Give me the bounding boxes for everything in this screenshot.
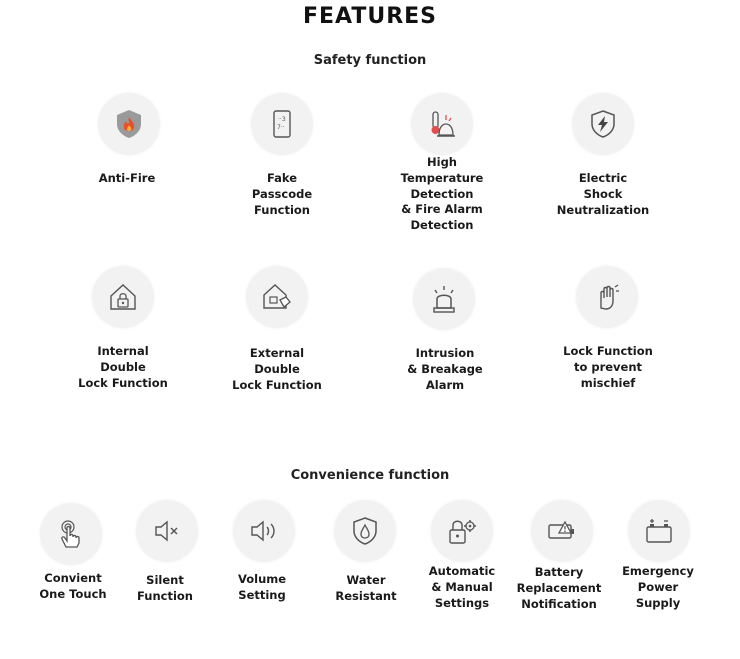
shield-fire-icon — [98, 93, 160, 155]
safety-section-heading: Safety function — [313, 53, 427, 68]
external-double-lock-label: External Double Lock Function — [232, 346, 322, 392]
battery-terminal-icon — [628, 500, 690, 562]
fake-passcode-label: Fake Passcode Function — [251, 171, 313, 217]
siren-icon — [413, 268, 475, 330]
keypad-icon — [251, 93, 313, 155]
lock-prevent-mischief-label: Lock Function to prevent mischief — [563, 344, 653, 390]
internal-double-lock-label: Internal Double Lock Function — [78, 344, 168, 390]
svg-text:7··: 7·· — [277, 124, 285, 131]
high-temperature-label: High Temperature Detection & Fire Alarm Detection — [400, 155, 484, 233]
battery-replacement-label: Battery Replacement Notification — [516, 565, 602, 611]
touch-icon — [40, 503, 102, 565]
convenience-section-heading: Convenience function — [290, 468, 450, 483]
house-hand-icon — [246, 266, 308, 328]
electric-shock-label: Electric Shock Neutralization — [556, 171, 650, 217]
intrusion-alarm-label: Intrusion & Breakage Alarm — [407, 346, 483, 392]
emergency-power-label: Emergency Power Supply — [622, 564, 694, 610]
lock-gear-icon — [431, 500, 493, 562]
battery-warning-icon — [531, 500, 593, 562]
svg-text:··3: ··3 — [278, 116, 286, 123]
house-lock-icon — [92, 266, 154, 328]
water-resistant-label: Water Resistant — [335, 573, 397, 603]
shield-drop-icon — [334, 500, 396, 562]
silent-function-label: Silent Function — [136, 573, 193, 603]
one-touch-label: Convient One Touch — [39, 571, 107, 601]
hand-stop-icon — [576, 266, 638, 328]
anti-fire-label: Anti-Fire — [98, 171, 156, 185]
page-title: FEATURES — [302, 4, 438, 29]
volume-setting-label: Volume Setting — [237, 572, 287, 602]
speaker-mute-icon — [136, 500, 198, 562]
shield-bolt-icon — [572, 93, 634, 155]
speaker-volume-icon — [233, 500, 295, 562]
thermometer-alarm-icon — [411, 93, 473, 155]
auto-manual-settings-label: Automatic & Manual Settings — [428, 564, 496, 610]
